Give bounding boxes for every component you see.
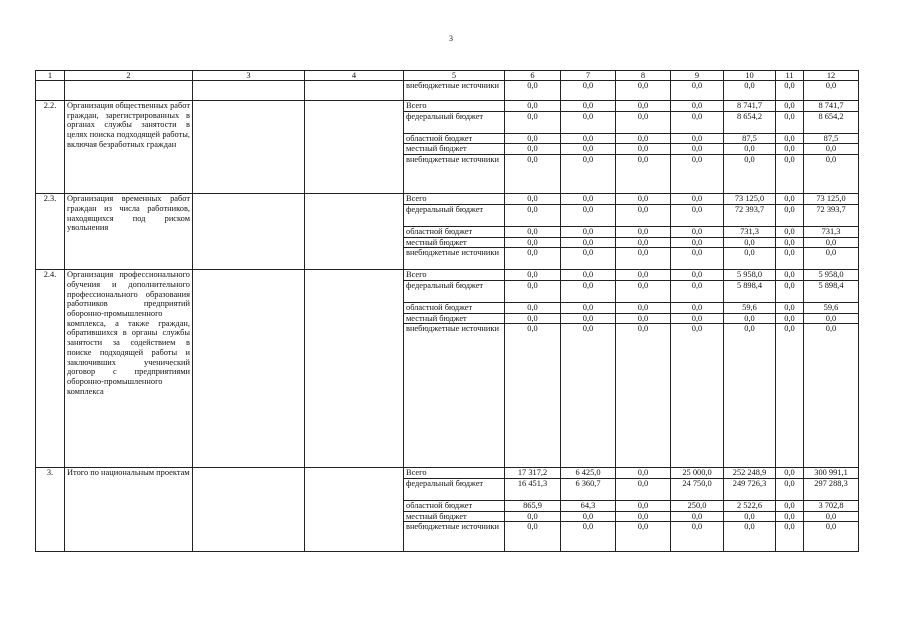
table-cell: 0,0 <box>804 313 859 324</box>
table-cell: 0,0 <box>561 133 616 144</box>
column-header: 10 <box>724 71 776 81</box>
table-cell: 5 898,4 <box>724 280 776 302</box>
table-cell: 0,0 <box>616 270 671 281</box>
table-cell: 0,0 <box>776 522 804 552</box>
table-cell: 2 522,6 <box>724 501 776 512</box>
column-header: 9 <box>671 71 724 81</box>
table-cell: 87,5 <box>804 133 859 144</box>
item-number: 2.4. <box>36 270 65 468</box>
funding-source: Всего <box>404 101 505 112</box>
table-cell: 0,0 <box>561 226 616 237</box>
table-cell: 0,0 <box>561 204 616 226</box>
table-cell: 0,0 <box>804 522 859 552</box>
column-header: 2 <box>65 71 193 81</box>
table-cell: 865,9 <box>505 501 561 512</box>
table-cell: 0,0 <box>505 144 561 155</box>
table-cell: 72 393,7 <box>724 204 776 226</box>
table-cell: 0,0 <box>671 111 724 133</box>
table-cell: 0,0 <box>616 111 671 133</box>
item-number: 2.3. <box>36 194 65 270</box>
table-cell: 0,0 <box>671 101 724 112</box>
table-cell: 0,0 <box>671 237 724 248</box>
funding-source: областной бюджет <box>404 302 505 313</box>
table-cell: 249 726,3 <box>724 479 776 501</box>
table-cell: 731,3 <box>804 226 859 237</box>
table-cell: 0,0 <box>724 511 776 522</box>
table-cell: 0,0 <box>804 81 859 101</box>
table-cell: 0,0 <box>561 270 616 281</box>
table-cell: 0,0 <box>776 511 804 522</box>
funding-source: областной бюджет <box>404 133 505 144</box>
table-cell: 0,0 <box>776 81 804 101</box>
funding-source: местный бюджет <box>404 511 505 522</box>
table-cell: 0,0 <box>776 324 804 468</box>
col-3-cell <box>193 194 305 270</box>
table-cell: 0,0 <box>671 194 724 205</box>
table-cell: 8 654,2 <box>724 111 776 133</box>
table-cell: 0,0 <box>671 511 724 522</box>
table-cell: 0,0 <box>776 226 804 237</box>
table-cell: 0,0 <box>505 237 561 248</box>
table-cell: 25 000,0 <box>671 468 724 479</box>
table-cell: 0,0 <box>776 204 804 226</box>
col-3-cell <box>193 468 305 552</box>
table-cell: 59,6 <box>804 302 859 313</box>
table-cell <box>36 81 65 101</box>
table-cell: 0,0 <box>505 302 561 313</box>
table-cell: 0,0 <box>804 144 859 155</box>
table-cell: 0,0 <box>616 237 671 248</box>
table-cell: 252 248,9 <box>724 468 776 479</box>
table-cell: 0,0 <box>505 194 561 205</box>
column-header: 5 <box>404 71 505 81</box>
col-4-cell <box>305 101 404 194</box>
col-3-cell <box>193 270 305 468</box>
table-cell: 0,0 <box>804 248 859 270</box>
funding-source: федеральный бюджет <box>404 204 505 226</box>
table-cell: 0,0 <box>776 479 804 501</box>
activity-name: Организация общественных работ граждан, зарегистрированных в органах службы занятости в целях поиска подходящей работы, включая безработных граждан <box>65 101 193 194</box>
table-cell: 0,0 <box>671 133 724 144</box>
table-cell: 0,0 <box>776 313 804 324</box>
table-cell: 0,0 <box>724 248 776 270</box>
table-cell: 0,0 <box>671 248 724 270</box>
funding-source: федеральный бюджет <box>404 280 505 302</box>
table-cell: 0,0 <box>671 313 724 324</box>
table-cell: 0,0 <box>505 270 561 281</box>
table-cell: 0,0 <box>561 280 616 302</box>
page-number: 3 <box>449 34 453 43</box>
table-cell: 0,0 <box>671 81 724 101</box>
table-cell: 0,0 <box>724 81 776 101</box>
table-cell: 0,0 <box>561 511 616 522</box>
table-cell: 250,0 <box>671 501 724 512</box>
table-cell: 0,0 <box>505 111 561 133</box>
table-cell: 0,0 <box>671 226 724 237</box>
table-cell: 0,0 <box>561 101 616 112</box>
table-cell: 0,0 <box>616 248 671 270</box>
funding-source: Всего <box>404 194 505 205</box>
table-cell: 0,0 <box>505 226 561 237</box>
table-cell: 0,0 <box>724 237 776 248</box>
table-cell: 0,0 <box>776 111 804 133</box>
table-cell: 64,3 <box>561 501 616 512</box>
table-cell: 0,0 <box>616 302 671 313</box>
funding-source: федеральный бюджет <box>404 111 505 133</box>
funding-source: внебюджетные источники <box>404 81 505 101</box>
table-cell <box>193 81 305 101</box>
table-cell <box>65 81 193 101</box>
funding-source: Всего <box>404 270 505 281</box>
funding-source: Всего <box>404 468 505 479</box>
table-cell: 0,0 <box>616 155 671 194</box>
funding-source: местный бюджет <box>404 144 505 155</box>
activity-name: Организация профессионального обучения и дополнительного профессионального образования работников предприятий оборонно-промышленного комплекса, а также граждан, обратившихся в органы службы занятости за содействием в поиске подходящей работы и заключивших ученический договор с предприятиями оборонно-промышленного комплекса <box>65 270 193 468</box>
table-cell: 59,6 <box>724 302 776 313</box>
table-cell: 0,0 <box>671 522 724 552</box>
table-row <box>36 101 859 112</box>
table-cell: 0,0 <box>776 101 804 112</box>
table-cell: 0,0 <box>561 302 616 313</box>
table-cell: 0,0 <box>671 280 724 302</box>
funding-source: федеральный бюджет <box>404 479 505 501</box>
table-cell: 0,0 <box>505 155 561 194</box>
table-cell: 0,0 <box>561 324 616 468</box>
table-cell: 731,3 <box>724 226 776 237</box>
table-cell: 0,0 <box>804 155 859 194</box>
funding-source: местный бюджет <box>404 237 505 248</box>
column-header: 6 <box>505 71 561 81</box>
table-cell: 0,0 <box>616 479 671 501</box>
table-cell: 0,0 <box>616 280 671 302</box>
column-header: 1 <box>36 71 65 81</box>
table-cell: 0,0 <box>776 270 804 281</box>
table-cell: 0,0 <box>561 111 616 133</box>
table-cell: 0,0 <box>505 248 561 270</box>
table-cell: 0,0 <box>561 194 616 205</box>
table-cell: 0,0 <box>804 237 859 248</box>
item-number: 3. <box>36 468 65 552</box>
col-4-cell <box>305 468 404 552</box>
table-cell: 0,0 <box>561 237 616 248</box>
table-cell: 0,0 <box>776 155 804 194</box>
table-cell: 0,0 <box>776 280 804 302</box>
column-header: 12 <box>804 71 859 81</box>
table-cell: 5 958,0 <box>804 270 859 281</box>
table-cell: 0,0 <box>561 144 616 155</box>
table-row <box>36 270 859 281</box>
table-cell: 6 425,0 <box>561 468 616 479</box>
table-cell: 0,0 <box>616 501 671 512</box>
table-cell: 0,0 <box>724 155 776 194</box>
table-cell: 0,0 <box>505 522 561 552</box>
table-cell: 0,0 <box>776 248 804 270</box>
table-cell: 0,0 <box>671 144 724 155</box>
activity-name: Итого по национальным проектам <box>65 468 193 552</box>
table-cell: 0,0 <box>776 468 804 479</box>
table-cell: 0,0 <box>616 81 671 101</box>
table-cell: 0,0 <box>776 144 804 155</box>
table-cell: 0,0 <box>671 302 724 313</box>
table-cell: 0,0 <box>561 81 616 101</box>
table-cell <box>305 81 404 101</box>
table-cell: 5 958,0 <box>724 270 776 281</box>
table-cell: 0,0 <box>724 313 776 324</box>
table-cell: 0,0 <box>561 155 616 194</box>
table-cell: 297 288,3 <box>804 479 859 501</box>
table-row <box>36 194 859 205</box>
table-cell: 72 393,7 <box>804 204 859 226</box>
table-cell: 8 741,7 <box>724 101 776 112</box>
funding-source: внебюджетные источники <box>404 248 505 270</box>
column-header: 7 <box>561 71 616 81</box>
column-header: 3 <box>193 71 305 81</box>
table-cell: 0,0 <box>616 144 671 155</box>
activity-name: Организация временных работ граждан из числа работников, находящихся под риском увольнения <box>65 194 193 270</box>
table-row <box>36 468 859 479</box>
table-cell: 0,0 <box>616 522 671 552</box>
table-cell: 3 702,8 <box>804 501 859 512</box>
table-cell: 0,0 <box>671 204 724 226</box>
item-number: 2.2. <box>36 101 65 194</box>
funding-source: местный бюджет <box>404 313 505 324</box>
table-cell: 0,0 <box>505 133 561 144</box>
table-cell: 0,0 <box>561 313 616 324</box>
table-cell: 17 317,2 <box>505 468 561 479</box>
table-cell: 0,0 <box>804 324 859 468</box>
table-cell: 0,0 <box>776 237 804 248</box>
funding-source: областной бюджет <box>404 501 505 512</box>
table-cell: 0,0 <box>505 324 561 468</box>
col-4-cell <box>305 270 404 468</box>
table-cell: 0,0 <box>616 511 671 522</box>
column-header: 4 <box>305 71 404 81</box>
table-cell: 0,0 <box>616 204 671 226</box>
table-cell: 0,0 <box>505 511 561 522</box>
funding-source: областной бюджет <box>404 226 505 237</box>
table-cell: 0,0 <box>776 133 804 144</box>
table-cell: 0,0 <box>561 522 616 552</box>
table-cell: 0,0 <box>724 522 776 552</box>
table-cell: 73 125,0 <box>804 194 859 205</box>
table-cell: 0,0 <box>616 324 671 468</box>
table-cell: 0,0 <box>724 324 776 468</box>
table-cell: 0,0 <box>616 194 671 205</box>
funding-source: внебюджетные источники <box>404 155 505 194</box>
column-header: 11 <box>776 71 804 81</box>
table-cell: 0,0 <box>671 324 724 468</box>
table-cell: 0,0 <box>616 468 671 479</box>
funding-source: внебюджетные источники <box>404 324 505 468</box>
table-cell: 0,0 <box>724 144 776 155</box>
table-cell: 0,0 <box>616 226 671 237</box>
table-cell: 0,0 <box>505 204 561 226</box>
table-cell: 0,0 <box>671 270 724 281</box>
table-cell: 0,0 <box>505 280 561 302</box>
funding-source: внебюджетные источники <box>404 522 505 552</box>
table-cell: 0,0 <box>776 302 804 313</box>
column-number-row <box>36 71 859 81</box>
table-cell: 16 451,3 <box>505 479 561 501</box>
continuation-row <box>36 81 859 101</box>
col-3-cell <box>193 101 305 194</box>
table-cell: 0,0 <box>671 155 724 194</box>
table-cell: 0,0 <box>616 313 671 324</box>
table-cell: 0,0 <box>616 133 671 144</box>
table-cell: 0,0 <box>505 313 561 324</box>
table-cell: 0,0 <box>776 501 804 512</box>
table-cell: 300 991,1 <box>804 468 859 479</box>
table-cell: 0,0 <box>561 248 616 270</box>
table-cell: 0,0 <box>505 81 561 101</box>
col-4-cell <box>305 194 404 270</box>
budget-table <box>35 70 859 552</box>
table-cell: 0,0 <box>776 194 804 205</box>
table-cell: 73 125,0 <box>724 194 776 205</box>
table-cell: 8 654,2 <box>804 111 859 133</box>
column-header: 8 <box>616 71 671 81</box>
table-cell: 0,0 <box>505 101 561 112</box>
table-cell: 5 898,4 <box>804 280 859 302</box>
table-cell: 0,0 <box>804 511 859 522</box>
table-cell: 8 741,7 <box>804 101 859 112</box>
table-cell: 6 360,7 <box>561 479 616 501</box>
table-cell: 0,0 <box>616 101 671 112</box>
table-cell: 87,5 <box>724 133 776 144</box>
table-cell: 24 750,0 <box>671 479 724 501</box>
